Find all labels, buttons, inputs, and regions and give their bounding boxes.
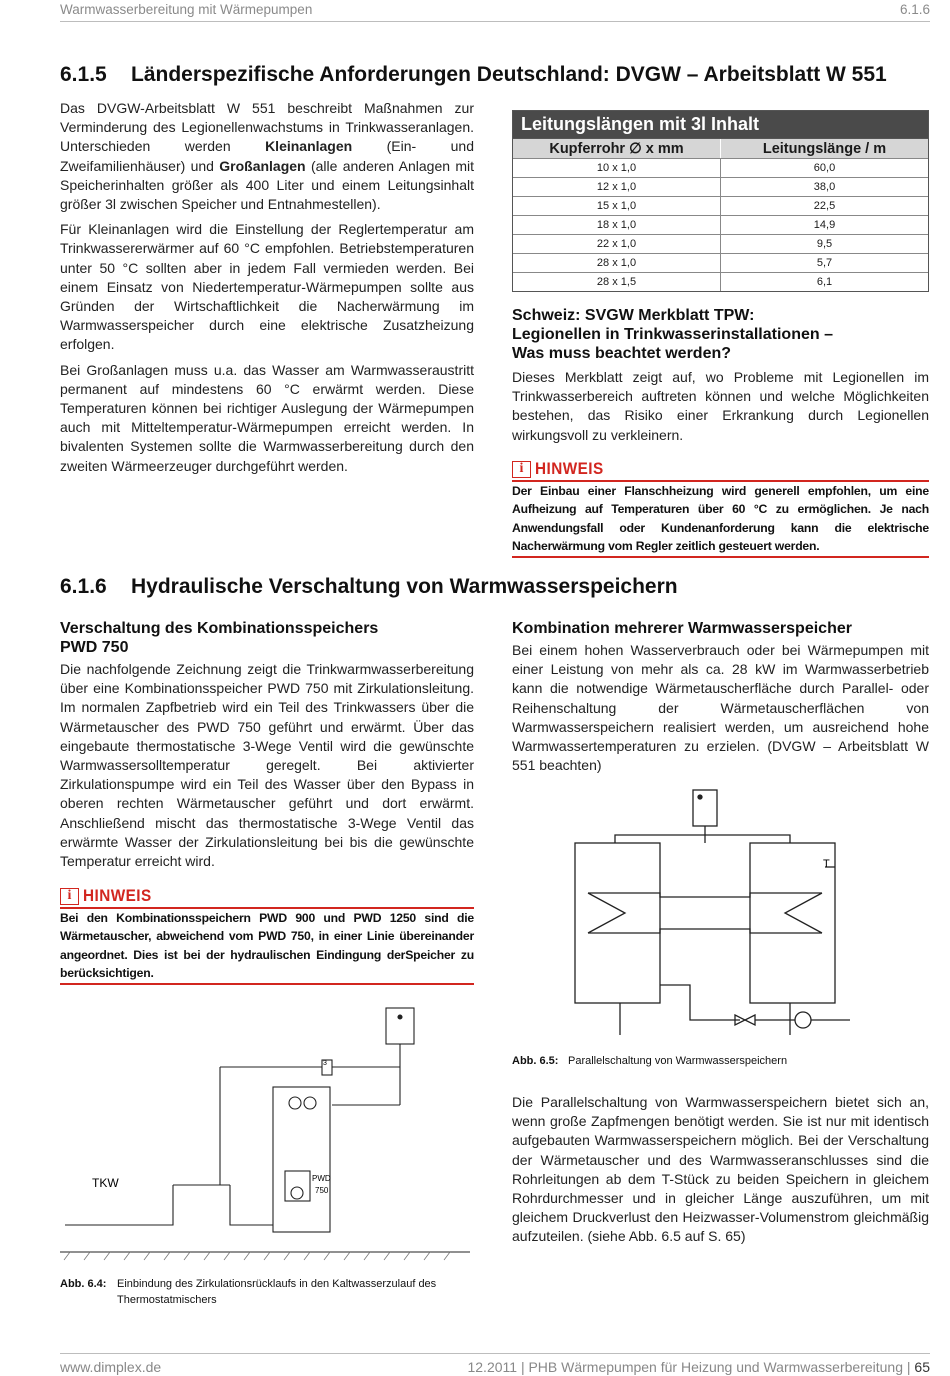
table-cell: 38,0 — [720, 178, 928, 196]
pump-icon — [795, 1012, 811, 1028]
section-title: Länderspezifische Anforderungen Deutschland: DVGW – Arbeitsblatt W 551 — [131, 63, 887, 86]
header-rule — [60, 21, 930, 22]
header-chapter-title: Warmwasserbereitung mit Wärmepumpen — [60, 2, 313, 17]
schweiz-section — [512, 306, 929, 445]
section-number: 6.1.6 — [60, 575, 107, 598]
pipe-length-table — [512, 110, 929, 292]
section-title: Hydraulische Verschaltung von Warmwasserspeichern — [131, 575, 678, 598]
figure-6-5-diagram — [560, 785, 860, 1045]
figure-6-5-caption — [512, 1053, 929, 1069]
hinweis-label: HINWEIS — [83, 886, 152, 905]
table-cell: 22,5 — [720, 197, 928, 215]
subheading: PWD 750 — [60, 639, 129, 656]
table-row — [513, 234, 928, 253]
table-cell: 14,9 — [720, 216, 928, 234]
temperature-sensor-label: T — [823, 858, 830, 870]
pwd-label: PWD — [312, 1174, 331, 1183]
shower-box — [386, 1008, 414, 1044]
table-row — [513, 158, 928, 177]
hinweis-header — [60, 886, 474, 906]
table-cell: 28 x 1,5 — [596, 276, 637, 288]
hinweis-header — [512, 459, 929, 479]
hinweis-label: HINWEIS — [535, 459, 604, 478]
table-title: Leitungslängen mit 3l Inhalt — [513, 111, 928, 138]
storage-tank-pwd750 — [273, 1087, 330, 1232]
section-6-1-5-heading — [60, 63, 887, 87]
section-6-1-5-body — [60, 99, 474, 476]
footer-publication-text: 12.2011 | PHB Wärmepumpen für Heizung und Warmwasserbereitung | — [467, 1359, 915, 1375]
header-section-number: 6.1.6 — [899, 2, 930, 17]
paragraph: Für Kleinanlagen wird die Einstellung der Reglertemperatur am Trinkwassererwärmer auf 60 °C empfohlen. Betriebstemperaturen unter 50 °C sollten aber in jedem Fall vermieden werden. Bei einem Einsatz von Niedertemperatur-Wärmepumpen sollte aus Gründen der Wirtschaftlichkeit die Nacherwärmung im Warmwasserspeicher durch eine elektrische Zusatzheizung erfolgen. — [60, 221, 474, 353]
schweiz-heading-line: Legionellen in Trinkwasserinstallationen – — [512, 326, 833, 343]
mehrere-speicher-section — [512, 619, 929, 775]
bold-term-kleinanlagen: Kleinanlagen — [265, 138, 353, 155]
section-number: 6.1.5 — [60, 63, 107, 86]
table-cell: 10 x 1,0 — [596, 162, 637, 174]
table-row — [513, 215, 928, 234]
table-cell: 60,0 — [720, 159, 928, 177]
pwd-750-label: 750 — [315, 1186, 329, 1195]
figure-6-4-diagram — [60, 1005, 470, 1265]
hinweis-bottom-rule — [60, 983, 474, 985]
section-6-1-6-heading — [60, 575, 678, 599]
info-icon: i — [512, 461, 531, 478]
footer-website: www.dimplex.de — [60, 1359, 162, 1375]
hinweis-bottom-rule — [512, 556, 929, 558]
text-run: (Ein- und Zweifamilienhäuser) und — [60, 138, 474, 174]
shower-head-icon — [398, 1015, 402, 1019]
paragraph — [60, 99, 474, 214]
schweiz-heading-line: Schweiz: SVGW Merkblatt TPW: — [512, 307, 755, 324]
text-run: Das DVGW-Arbeitsblatt W 551 beschreibt Maßnahmen zur Verminderung des Legionellenwachstums in Trinkwasseranlagen. Unterschieden werden — [60, 100, 474, 155]
caption-text: Einbindung des Zirkulationsrücklaufs in den Kaltwasserzulauf des — [117, 1278, 437, 1290]
footer-rule — [60, 1353, 930, 1354]
paragraph: Bei einem hohen Wasserverbrauch oder bei Wärmepumpen mit einer Leistung von mehr als ca. 28 kW im Warmwasserbetrieb kann die notwendige Wärmetauscherfläche durch Parallel- oder Reihenschaltung der Wärmetauscherflächen von Warmwasserspeichern realisiert werden, um ausreichend hohe Warmwassertemperaturen zu erzielen. (DVGW – Arbeitsblatt W 551 beachten) — [512, 642, 929, 774]
schweiz-paragraph: Dieses Merkblatt zeigt auf, wo Probleme mit Legionellen im Trinkwasserbereich auftreten können und welche Möglichkeiten bestehen, das Risiko einer Erkrankung durch Legionellen wirkungsvoll zu verkleinern. — [512, 369, 929, 443]
table-cell: 18 x 1,0 — [596, 219, 637, 231]
table-cell: 28 x 1,0 — [596, 257, 637, 269]
schweiz-heading-line: Was muss beachtet werden? — [512, 345, 732, 362]
table-row — [513, 253, 928, 272]
hinweis-text: Bei den Kombinationsspeichern PWD 900 und PWD 1250 sind die Wärmetauscher, abweichend vom PWD 750, in einer Linie übereinander angeordnet. Dies ist bei der hydraulischen Eindingung derSpeicher zu berücksichtigen. — [60, 911, 474, 980]
tkw-label: TKW — [92, 1176, 119, 1190]
column-header: Kupferrohr ∅ x mm — [549, 141, 684, 157]
footer — [60, 1359, 930, 1375]
table-cell: 6,1 — [720, 273, 928, 291]
valve-3-label: 3 — [323, 1060, 327, 1067]
shower-box — [693, 790, 717, 826]
paragraph: Die Parallelschaltung von Warmwasserspeichern bietet sich an, wenn große Zapfmengen benötigt werden. Sie ist nur mit identisch aufgebauten Warmwasserspeichern möglich. Bei der Verschaltung der Wärmetauscher und des Warmwasseranschlusses sind die Rohrleitungen ab dem T-Stück zu beiden Speichern in gleichem Rohrdurchmesser und in gleicher Länge auszuführen, um mit gleichem Druckverlust den Heizwasser-Volumenstrom gleichmäßig aufzuteilen. (siehe Abb. 6.5 auf S. 65) — [512, 1094, 929, 1245]
caption-label: Abb. 6.4: — [60, 1278, 107, 1290]
kombispeicher-section — [60, 619, 474, 871]
table-row — [513, 196, 928, 215]
table-cell: 12 x 1,0 — [596, 181, 637, 193]
caption-text-continued: Thermostatmischers — [117, 1294, 217, 1306]
paragraph: Die nachfolgende Zeichnung zeigt die Trinkwarmwasserbereitung über eine Kombinationsspeicher PWD 750 mit Zirkulationsleitung. Im normalen Zapfbetrieb wird ein Teil des Trinkwassers über die Wärmetauscher des PWD 750 geführt und erwärmt. Über das eingebaute thermostatische 3-Wege Ventil wird die gewünschte Warmwassersolltemperatur geregelt. Bei aktivierter Zirkulationspumpe wird ein Teil des Wasser über den Bypass in oberen rechten Wärmetauscher geführt und dort erwärmt. Anschließend mischt das thermostatische 3-Wege Ventil das erwärmte Wasser der Zirkulationsleitung bei bis die gewünschte Temperatur erreicht wird. — [60, 661, 474, 870]
table-cell: 9,5 — [720, 235, 928, 253]
hinweis-text: Der Einbau einer Flanschheizung wird generell empfohlen, um eine Aufheizung auf Temperaturen über 60 °C zu ermöglichen. Je nach Anwendungsfall oder Kundenanforderung kann die elektrische Nacherwärmung vom Regler zeitlich gesteuert werden. — [512, 484, 929, 553]
bold-term-grossanlagen: Großanlagen — [219, 157, 306, 174]
running-header — [60, 2, 930, 22]
parallel-text-block — [512, 1093, 929, 1247]
page-number: 65 — [914, 1359, 930, 1375]
table-cell: 22 x 1,0 — [596, 238, 637, 250]
column-header: Leitungslänge / m — [720, 139, 928, 158]
table-cell: 15 x 1,0 — [596, 200, 637, 212]
info-icon: i — [60, 888, 79, 905]
text-run: (alle anderen Anlagen mit Speicherinhalten größer als 400 Liter und einem Leitungsinhalt größer 3l zwischen Speicher und Entnahmestellen). — [60, 157, 474, 213]
shower-head-icon — [698, 795, 702, 799]
caption-text: Parallelschaltung von Warmwasserspeichern — [568, 1055, 788, 1067]
hinweis-box-flanschheizung — [512, 459, 929, 558]
footer-publication — [467, 1359, 930, 1375]
storage-tank-left — [575, 843, 660, 1003]
hinweis-box-pwd — [60, 886, 474, 985]
caption-label: Abb. 6.5: — [512, 1055, 559, 1067]
paragraph: Bei Großanlagen muss u.a. das Wasser am Warmwasseraustritt permanent auf mindestens 60 °C erwärmt werden. Diese Temperaturen können bei richtiger Auslegung der Wärmepumpen auch mit Mitteltemperatur-Wärmepumpen erreicht werden. In bivalenten Systemen sollte die Warmwasserbereitung durch den zweiten Wärmeerzeuger durchgeführt werden. — [60, 361, 474, 474]
subheading: Kombination mehrerer Warmwasserspeicher — [512, 620, 852, 637]
table-row — [513, 272, 928, 291]
table-header-row — [513, 138, 928, 158]
table-row — [513, 177, 928, 196]
figure-6-4-caption — [60, 1276, 474, 1308]
subheading: Verschaltung des Kombinationsspeichers — [60, 620, 379, 637]
table-cell: 5,7 — [720, 254, 928, 272]
